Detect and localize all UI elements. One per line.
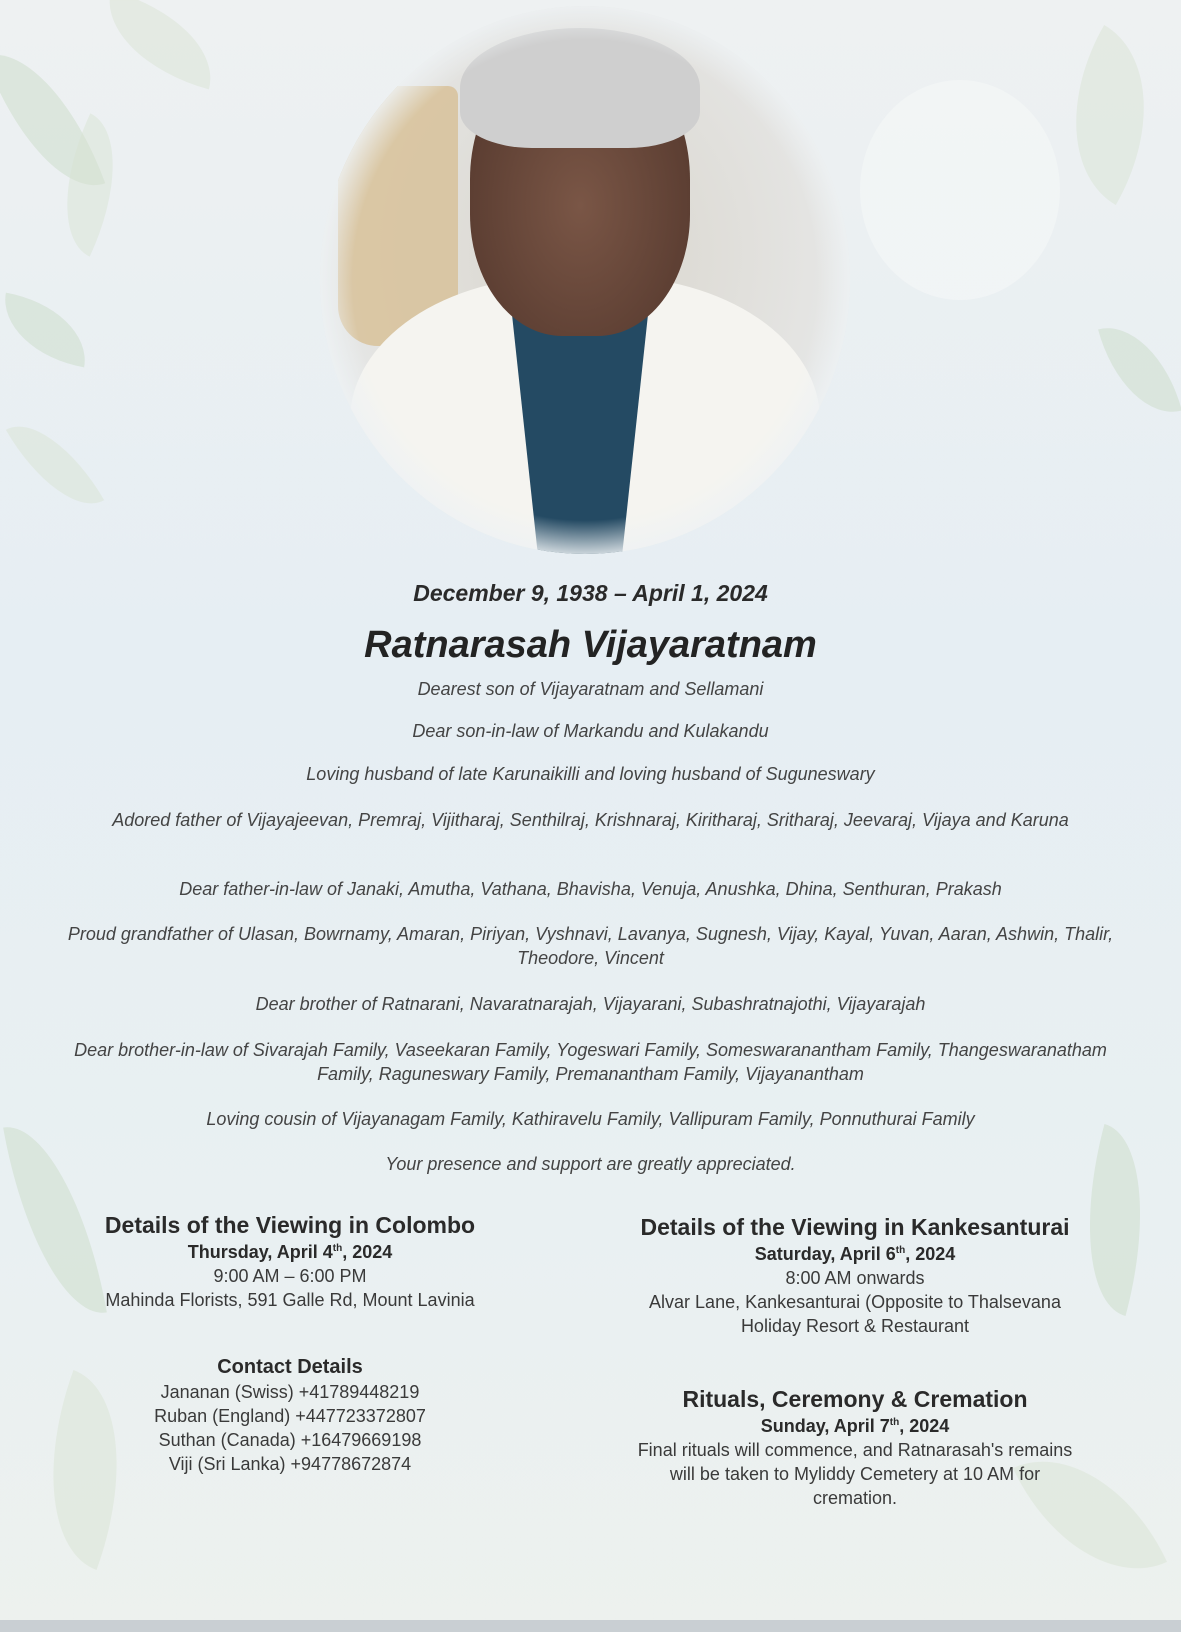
life-dates: December 9, 1938 – April 1, 2024 <box>413 580 768 606</box>
relation-in-laws: Dear son-in-law of Markandu and Kulakandu <box>412 721 769 741</box>
relation-siblings: Dear brother of Ratnarani, Navaratnarajah, Vijayarani, Subashratnajothi, Vijayarajah <box>255 994 926 1014</box>
colombo-heading: Details of the Viewing in Colombo <box>104 1212 476 1238</box>
kankesanturai-heading: Details of the Viewing in Kankesanturai <box>640 1214 1070 1240</box>
rituals-section <box>570 1384 1140 1510</box>
colombo-date: Thursday, April 4th, 2024 <box>187 1242 393 1262</box>
relation-siblings-in-law: Dear brother-in-law of Sivarajah Family, Vaseekaran Family, Yogeswari Family, Someswaranantham Family, Thangeswaranatham Family, Raguneswary Family, Premanantham Family, Vijayanantham <box>74 1040 1107 1084</box>
contact-item: Suthan (Canada) +16479669198 <box>158 1430 422 1450</box>
kankesanturai-location: Alvar Lane, Kankesanturai (Opposite to Thalsevana <box>649 1292 1061 1312</box>
portrait-vignette <box>320 6 850 554</box>
kankesanturai-viewing-section <box>570 1212 1140 1338</box>
rituals-date: Sunday, April 7th, 2024 <box>760 1416 950 1436</box>
appreciation-note: Your presence and support are greatly appreciated. <box>385 1154 796 1174</box>
contact-item: Viji (Sri Lanka) +94778672874 <box>168 1454 412 1474</box>
rituals-heading: Rituals, Ceremony & Cremation <box>682 1386 1028 1412</box>
relation-cousins: Loving cousin of Vijayanagam Family, Kathiravelu Family, Vallipuram Family, Ponnuthurai Family <box>206 1109 975 1129</box>
colombo-time: 9:00 AM – 6:00 PM <box>213 1266 367 1286</box>
decorative-leaf <box>0 293 95 368</box>
colombo-viewing-section <box>40 1210 540 1312</box>
colombo-location: Mahinda Florists, 591 Galle Rd, Mount Lavinia <box>105 1290 475 1310</box>
kankesanturai-location: Holiday Resort & Restaurant <box>740 1316 970 1336</box>
kankesanturai-date: Saturday, April 6th, 2024 <box>754 1244 956 1264</box>
relation-children-in-law: Dear father-in-law of Janaki, Amutha, Vathana, Bhavisha, Venuja, Anushka, Dhina, Senthuran, Prakash <box>179 879 1002 899</box>
decorative-leaf <box>1098 314 1181 426</box>
rituals-text: Final rituals will commence, and Ratnarasah's remains <box>637 1440 1073 1460</box>
contact-item: Jananan (Swiss) +41789448219 <box>160 1382 420 1402</box>
decorative-leaf <box>860 80 1060 300</box>
relation-parents: Dearest son of Vijayaratnam and Sellamani <box>417 679 764 699</box>
decorative-leaf <box>6 405 104 525</box>
deceased-name: Ratnarasah Vijayaratnam <box>364 624 817 666</box>
contact-item: Ruban (England) +447723372807 <box>154 1406 426 1426</box>
contact-heading: Contact Details <box>217 1356 363 1378</box>
relation-grandchildren: Proud grandfather of Ulasan, Bowrnamy, Amaran, Piriyan, Vyshnavi, Lavanya, Sugnesh, Vijay, Kayal, Yuvan, Aaran, Ashwin, Thalir, Theodore, Vincent <box>67 924 1114 968</box>
relation-children: Adored father of Vijayajeevan, Premraj, Vijitharaj, Senthilraj, Krishnaraj, Kiritharaj, Sritharaj, Jeevaraj, Vijaya and Karuna <box>112 810 1069 830</box>
decorative-leaf <box>93 0 227 89</box>
rituals-text: will be taken to Myliddy Cemetery at 10 AM for <box>669 1464 1041 1484</box>
bottom-border <box>0 1620 1181 1632</box>
rituals-text: cremation. <box>812 1488 898 1508</box>
kankesanturai-time: 8:00 AM onwards <box>785 1268 925 1288</box>
relation-spouse: Loving husband of late Karunaikilli and loving husband of Suguneswary <box>306 764 875 784</box>
contact-section <box>40 1354 540 1476</box>
